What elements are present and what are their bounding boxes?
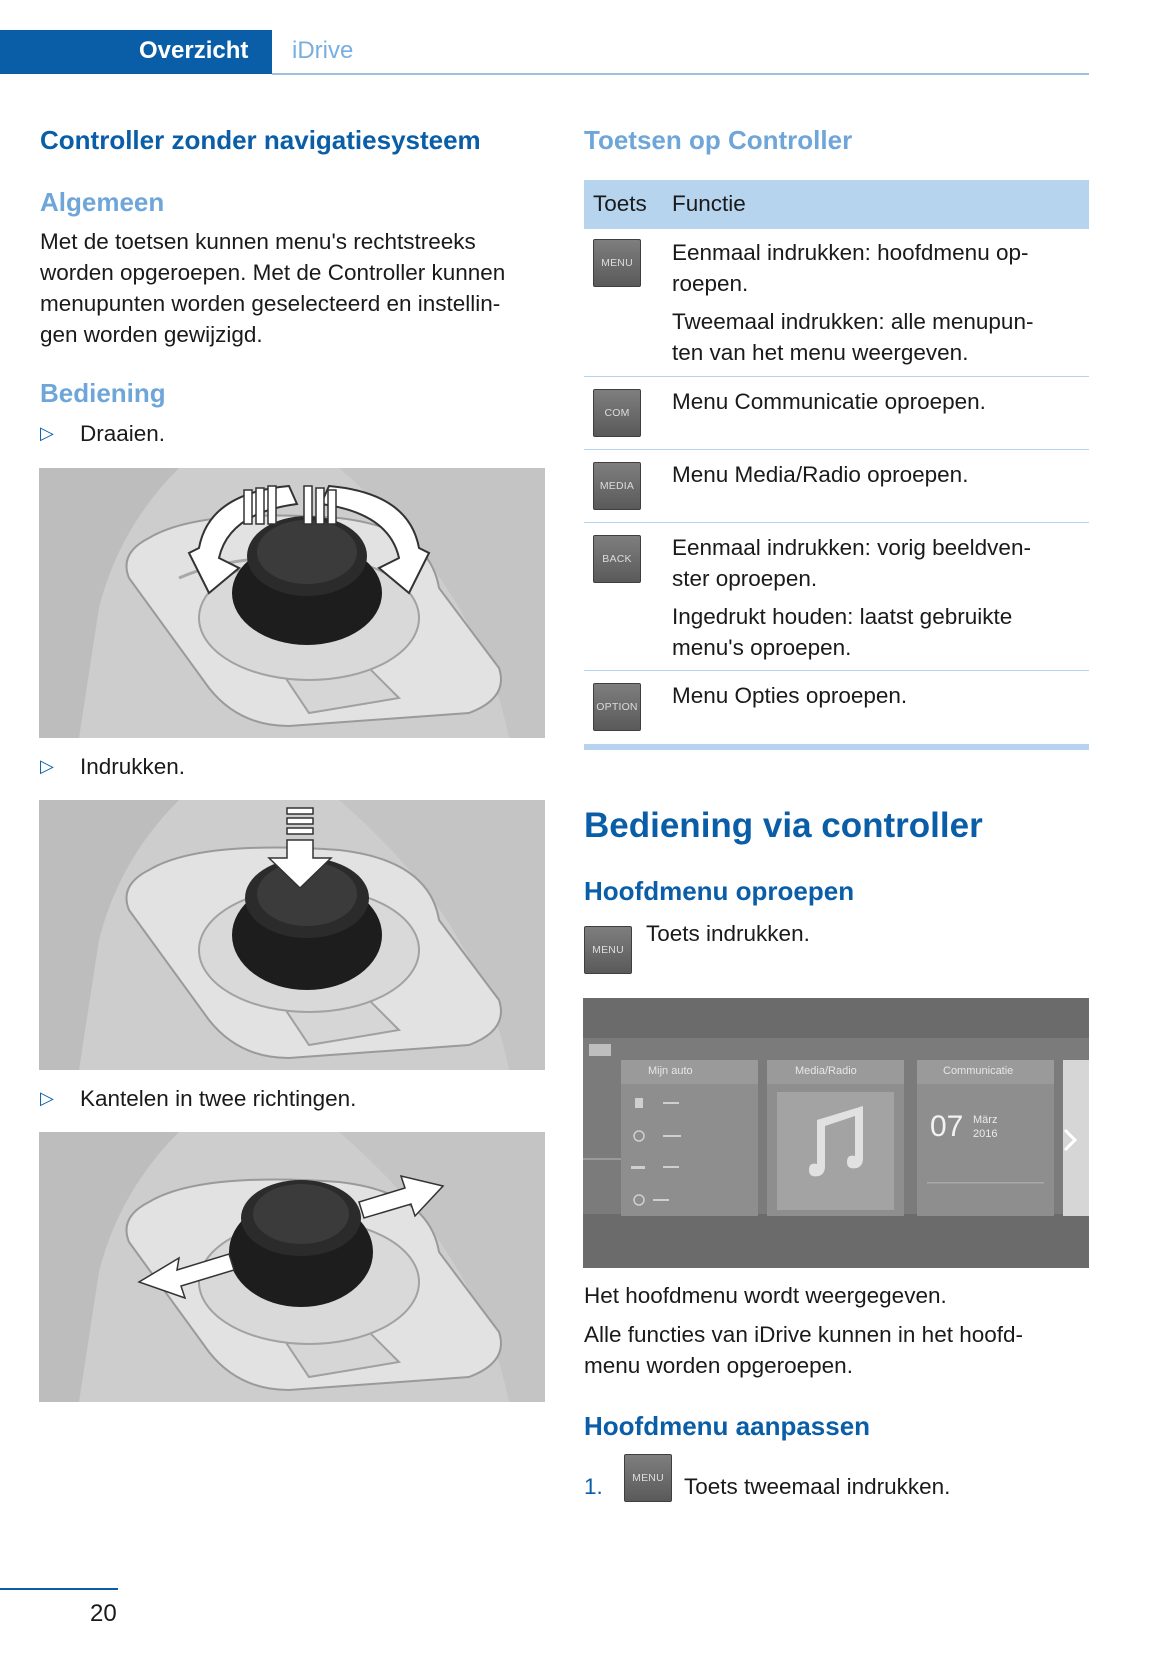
after-line: Alle functies van iDrive kunnen in het hoofd- <box>584 1322 1024 1347</box>
chapter-title: iDrive <box>292 37 354 64</box>
table-row <box>584 377 1089 450</box>
after-line: menu worden opgeroepen. <box>584 1353 853 1378</box>
table-row <box>584 523 1089 671</box>
line: menu's oproepen. <box>672 635 852 660</box>
line: Tweemaal indrukken: alle menupun- <box>672 309 1034 334</box>
main-menu-instruction: Toets indrukken. <box>646 921 810 946</box>
bullet-text: Kantelen in twee richtingen. <box>80 1086 357 1111</box>
operation-heading: Bediening <box>40 378 166 408</box>
step-number: 1. <box>584 1474 603 1499</box>
customize-heading: Hoofdmenu aanpassen <box>584 1411 871 1441</box>
line: ten van het menu weergeven. <box>672 340 969 365</box>
page-number: 20 <box>90 1600 117 1627</box>
tile-label: Media/Radio <box>795 1065 857 1077</box>
back-key-icon: BACK <box>593 535 641 583</box>
row-text <box>672 237 1082 375</box>
idrive-main-menu-screen <box>583 998 1089 1268</box>
step-text: Toets tweemaal indrukken. <box>684 1474 951 1499</box>
general-paragraph <box>40 226 545 350</box>
col-key: Toets <box>593 191 647 216</box>
after-line-1: Het hoofdmenu wordt weergegeven. <box>584 1283 947 1308</box>
line: Eenmaal indrukken: hoofdmenu op- <box>672 240 1029 265</box>
row-text: Menu Media/Radio oproepen. <box>672 462 969 487</box>
footer-rule <box>0 1588 118 1590</box>
after-paragraph <box>584 1319 1089 1381</box>
line: ster oproepen. <box>672 566 818 591</box>
buttons-title: Toetsen op Controller <box>584 125 853 155</box>
table-end-rule <box>584 744 1089 750</box>
table-row <box>584 229 1089 377</box>
general-line: gen worden gewijzigd. <box>40 322 263 347</box>
media-key-icon: MEDIA <box>593 462 641 510</box>
bullet-triangle-icon: ▷ <box>40 423 54 443</box>
menu-key-icon: MENU <box>584 926 632 974</box>
general-heading: Algemeen <box>40 187 165 217</box>
line: Eenmaal indrukken: vorig beeldven- <box>672 535 1031 560</box>
section-heading: Bediening via controller <box>584 806 983 845</box>
section-title: Overzicht <box>139 37 249 64</box>
tile-label: Communicatie <box>943 1065 1014 1077</box>
bullet-text: Indrukken. <box>80 754 186 779</box>
controller-rotate-illustration <box>39 468 545 738</box>
tile-label: Mijn auto <box>648 1065 693 1077</box>
controller-press-illustration <box>39 800 545 1070</box>
general-line: menupunten worden geselecteerd en instellin- <box>40 291 501 316</box>
line: roepen. <box>672 271 749 296</box>
header-rule <box>272 73 1089 75</box>
bullet-triangle-icon: ▷ <box>40 756 54 776</box>
menu-key-icon: MENU <box>593 239 641 287</box>
option-key-icon: OPTION <box>593 683 641 731</box>
row-text: Menu Opties oproepen. <box>672 683 908 708</box>
date-year: 2016 <box>973 1128 998 1140</box>
controller-tilt-illustration <box>39 1132 545 1402</box>
main-menu-heading: Hoofdmenu oproepen <box>584 876 855 906</box>
table-row <box>584 671 1089 744</box>
date-month: März <box>973 1114 998 1126</box>
row-text: Menu Communicatie oproepen. <box>672 389 986 414</box>
menu-key-icon: MENU <box>624 1454 672 1502</box>
table-row <box>584 450 1089 523</box>
general-line: Met de toetsen kunnen menu's rechtstreeks <box>40 229 476 254</box>
row-text <box>672 532 1082 670</box>
table-header <box>584 180 1089 229</box>
line: Ingedrukt houden: laatst gebruikte <box>672 604 1013 629</box>
com-key-icon: COM <box>593 389 641 437</box>
bullet-triangle-icon: ▷ <box>40 1088 54 1108</box>
bullet-text: Draaien. <box>80 421 166 446</box>
col-function: Functie <box>672 191 746 216</box>
date-day: 07 <box>930 1110 964 1143</box>
left-title: Controller zonder navigatiesysteem <box>40 125 481 155</box>
general-line: worden opgeroepen. Met de Controller kunnen <box>40 260 506 285</box>
